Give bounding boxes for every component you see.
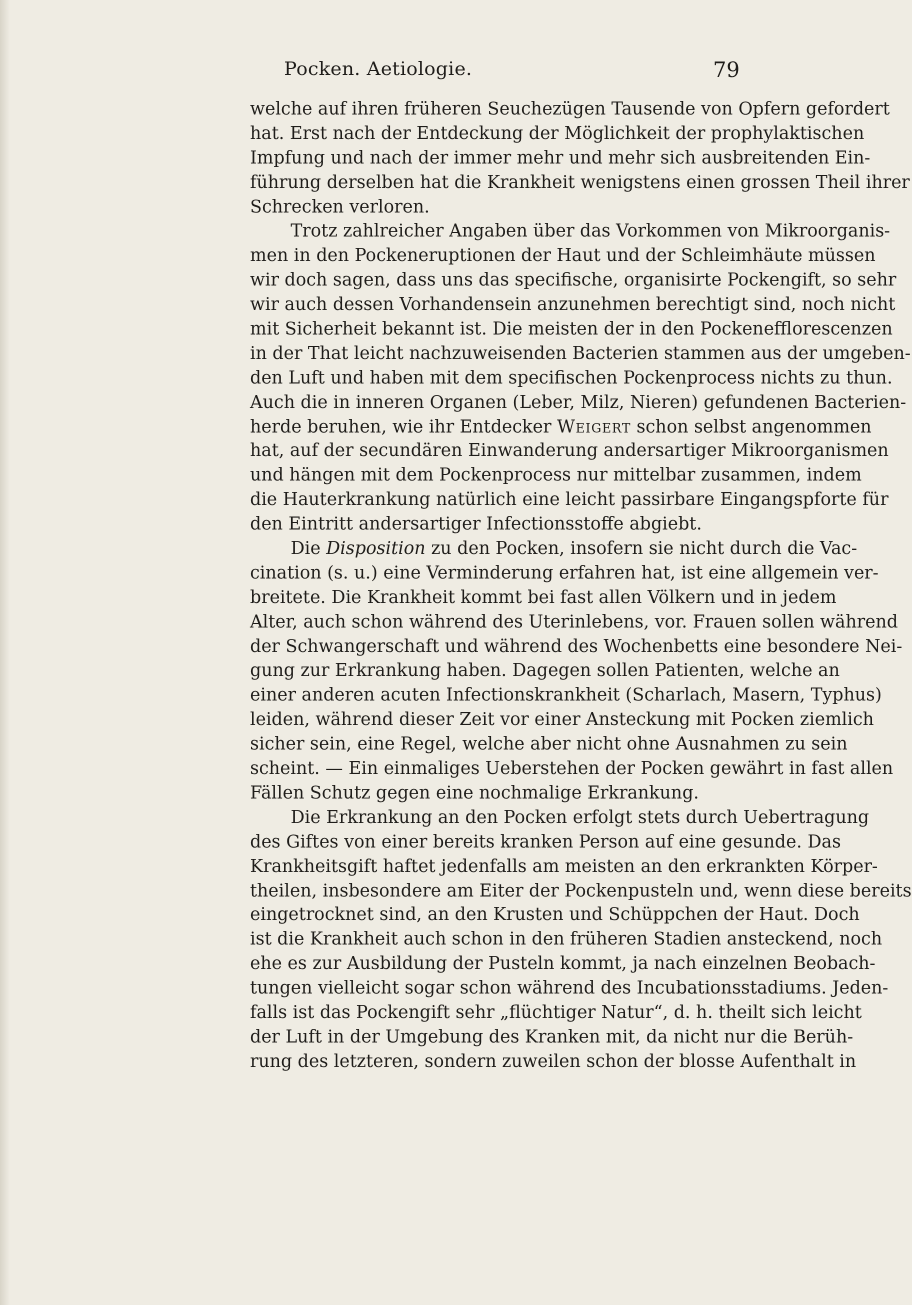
text-line: der Luft in der Umgebung des Kranken mit, da nicht nur die Berüh-	[250, 1026, 854, 1047]
text-line: und hängen mit dem Pockenprocess nur mittelbar zusammen, indem	[250, 464, 862, 486]
text-line: führung derselben hat die Krankheit wenigstens einen grossen Theil ihrer	[250, 171, 910, 192]
text-line: breitete. Die Krankheit kommt bei fast allen Völkern und in jedem	[250, 586, 837, 608]
text-line: Alter, auch schon während des Uterinlebens, vor. Frauen sollen während	[250, 611, 898, 632]
running-title: Pocken. Aetiologie.	[284, 58, 473, 80]
text-line: sicher sein, eine Regel, welche aber nicht ohne Ausnahmen zu sein	[250, 733, 848, 754]
text-line: mit Sicherheit bekannt ist. Die meisten der in den Pockenefflorescenzen	[250, 318, 893, 339]
text-line: der Schwangerschaft und während des Wochenbetts eine besondere Nei-	[250, 635, 903, 657]
text-line: leiden, während dieser Zeit vor einer Ansteckung mit Pocken ziemlich	[250, 708, 874, 730]
body-text	[250, 97, 912, 1074]
text-line: hat, auf der secundären Einwanderung andersartiger Mikroorganismen	[250, 440, 889, 461]
text-line: Fällen Schutz gegen eine nochmalige Erkrankung.	[250, 782, 699, 803]
text-line: cination (s. u.) eine Verminderung erfahren hat, ist eine allgemein ver-	[250, 562, 879, 583]
page-number: 79	[713, 58, 740, 82]
text-line: eingetrocknet sind, an den Krusten und Schüppchen der Haut. Doch	[250, 904, 860, 925]
author-name: Weigert	[556, 415, 631, 437]
text-fragment: herde beruhen, wie ihr Entdecker	[250, 415, 557, 437]
text-line: den Luft und haben mit dem specifischen Pockenprocess nichts zu thun.	[250, 367, 893, 388]
text-line: des Giftes von einer bereits kranken Person auf eine gesunde. Das	[250, 831, 841, 852]
text-line: scheint. — Ein einmaliges Ueberstehen der Pocken gewährt in fast allen	[250, 757, 894, 779]
text-line: rung des letzteren, sondern zuweilen schon der blosse Aufenthalt in	[250, 1050, 857, 1072]
text-line: men in den Pockeneruptionen der Haut und der Schleimhäute müssen	[250, 244, 876, 266]
text-line	[250, 415, 872, 439]
text-line: Impfung und nach der immer mehr und mehr sich ausbreitenden Ein-	[250, 147, 871, 168]
text-line: den Eintritt andersartiger Infectionsstoffe abgiebt.	[250, 513, 702, 534]
text-fragment: zu den Pocken, insofern sie nicht durch die Vac-	[425, 538, 858, 559]
text-line: welche auf ihren früheren Seuchezügen Tausende von Opfern gefordert	[250, 98, 890, 119]
text-line: Krankheitsgift haftet jedenfalls am meisten an den erkrankten Körper-	[250, 855, 878, 876]
text-line: ist die Krankheit auch schon in den früheren Stadien ansteckend, noch	[250, 928, 883, 950]
text-line: einer anderen acuten Infectionskrankheit (Scharlach, Masern, Typhus)	[250, 684, 882, 705]
text-line: die Hauterkrankung natürlich eine leicht passirbare Eingangspforte für	[250, 489, 889, 510]
text-line: gung zur Erkrankung haben. Dagegen sollen Patienten, welche an	[250, 660, 840, 681]
text-fragment: Die	[290, 538, 327, 559]
text-line: wir auch dessen Vorhandensein anzunehmen berechtigt sind, noch nicht	[250, 293, 896, 315]
emphasis-term: Disposition	[326, 538, 426, 559]
text-line: Schrecken verloren.	[250, 196, 430, 217]
text-fragment: schon selbst angenommen	[630, 415, 872, 437]
text-line	[250, 537, 858, 561]
text-line: wir doch sagen, dass uns das specifische, organisirte Pockengift, so sehr	[250, 269, 897, 290]
text-line: tungen vielleicht sogar schon während des Incubationsstadiums. Jeden-	[250, 977, 889, 998]
text-line: Auch die in inneren Organen (Leber, Milz, Nieren) gefundenen Bacterien-	[250, 391, 907, 412]
text-line: theilen, insbesondere am Eiter der Pockenpusteln und, wenn diese bereits	[250, 879, 912, 901]
page-edge-shadow	[0, 0, 10, 1305]
text-line: in der That leicht nachzuweisenden Bacterien stammen aus der umgeben-	[250, 342, 911, 363]
text-line: ehe es zur Ausbildung der Pusteln kommt, ja nach einzelnen Beobach-	[250, 953, 876, 974]
text-line: hat. Erst nach der Entdeckung der Möglichkeit der prophylaktischen	[250, 122, 865, 144]
text-line: Die Erkrankung an den Pocken erfolgt stets durch Uebertragung	[290, 806, 870, 827]
text-line: Trotz zahlreicher Angaben über das Vorkommen von Mikroorganis-	[290, 220, 891, 241]
page-header	[0, 58, 800, 88]
text-line: falls ist das Pockengift sehr „flüchtiger Natur“, d. h. theilt sich leicht	[250, 1002, 862, 1023]
